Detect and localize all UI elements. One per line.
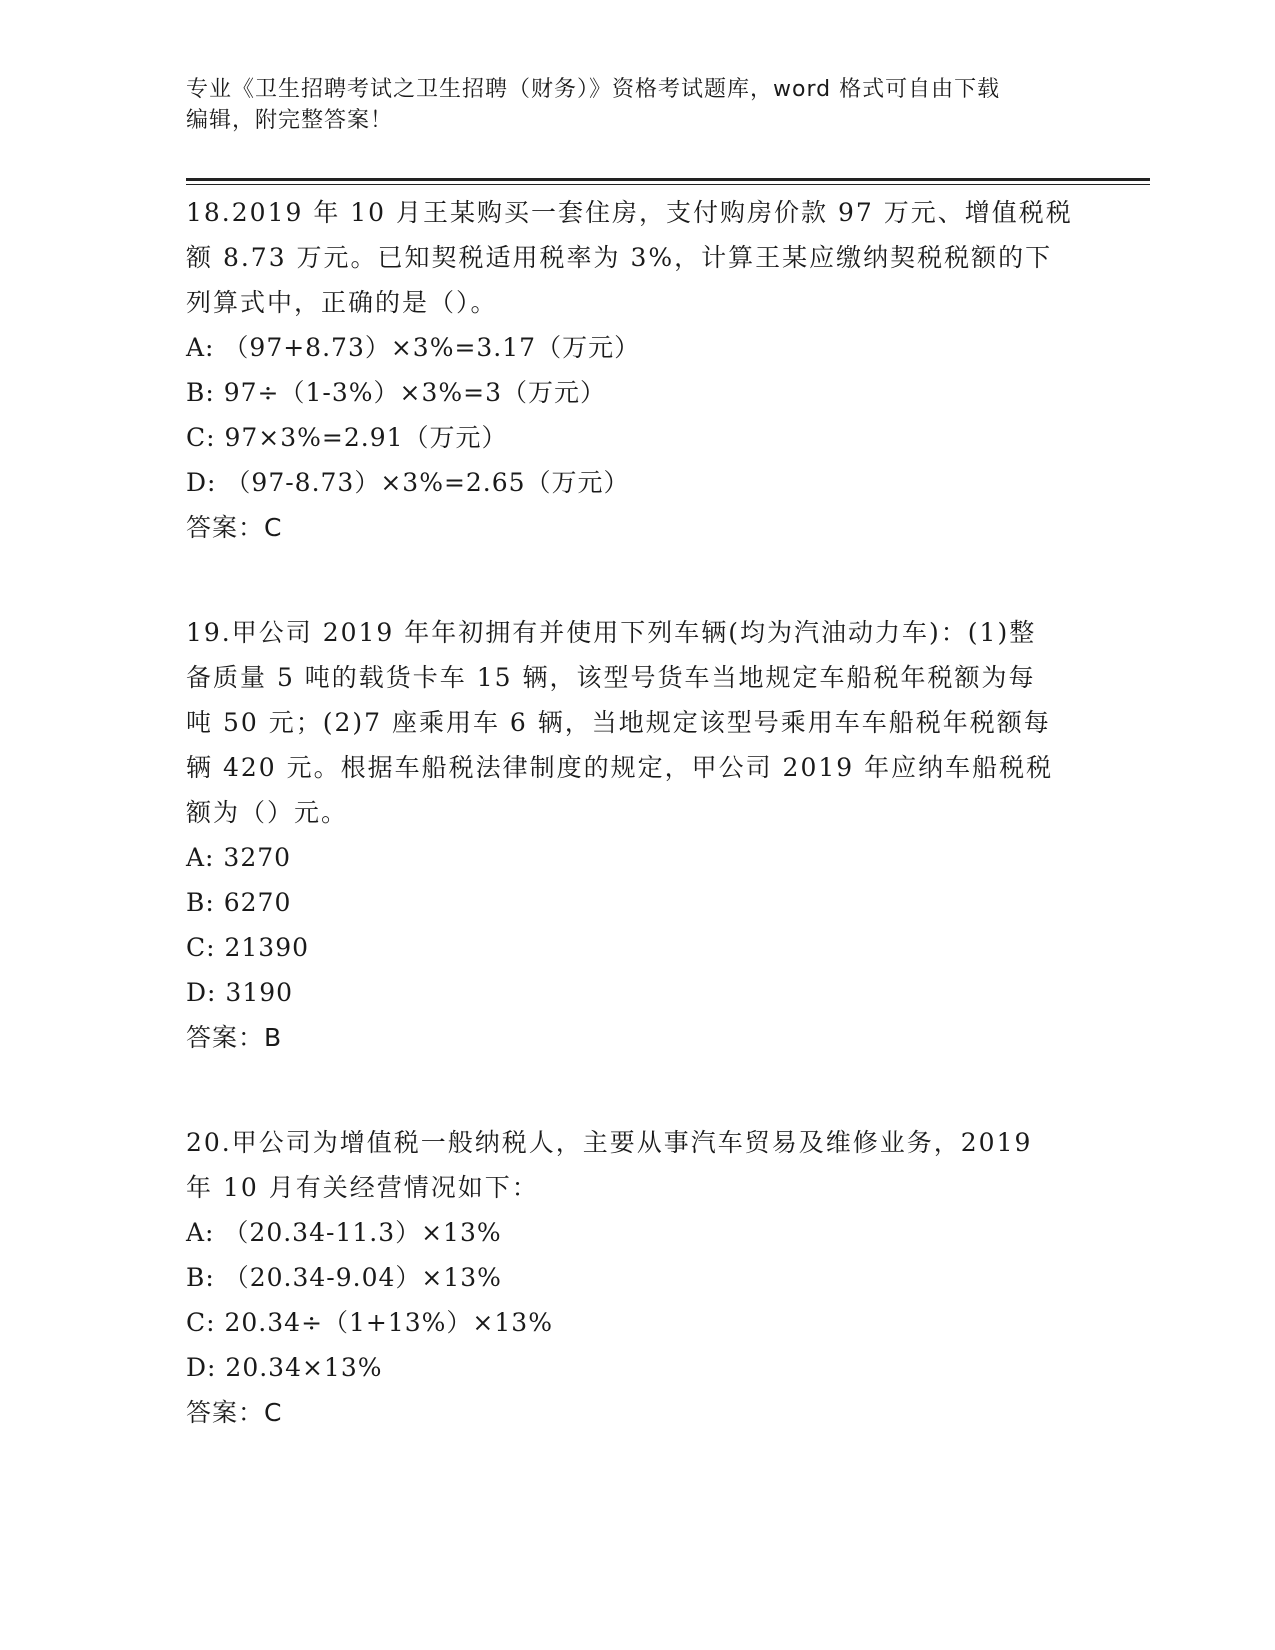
question-18: [186, 190, 1086, 550]
option-c: C: 21390: [186, 933, 310, 962]
question-text-line: 吨 50 元；(2)7 座乘用车 6 辆，当地规定该型号乘用车车船税年税额每: [186, 708, 1051, 737]
question-text-line: 列算式中，正确的是（）。: [186, 288, 498, 317]
answer: 答案：C: [186, 513, 283, 542]
question-text-line: 额 8.73 万元。已知契税适用税率为 3%，计算王某应缴纳契税税额的下: [186, 243, 1053, 272]
question-20: [186, 1120, 1086, 1435]
question-text-line: 20.甲公司为增值税一般纳税人，主要从事汽车贸易及维修业务，2019: [186, 1128, 1033, 1157]
option-c: C: 97×3%=2.91（万元）: [186, 423, 508, 452]
answer: 答案：B: [186, 1023, 283, 1052]
option-c: C: 20.34÷（1+13%）×13%: [186, 1308, 553, 1337]
header-line-2: 编辑，附完整答案！: [186, 108, 394, 133]
option-a: A: 3270: [186, 843, 292, 872]
question-text-line: 18.2019 年 10 月王某购买一套住房，支付购房价款 97 万元、增值税税: [186, 198, 1073, 227]
question-text-line: 19.甲公司 2019 年年初拥有并使用下列车辆(均为汽油动力车)：(1)整: [186, 618, 1037, 647]
question-text-line: 额为（）元。: [186, 798, 349, 827]
option-d: D: 3190: [186, 978, 294, 1007]
header-divider-thick: [186, 178, 1150, 181]
question-spacer: [186, 1060, 1086, 1120]
option-d: D: （97-8.73）×3%=2.65（万元）: [186, 468, 630, 497]
option-a: A: （20.34-11.3）×13%: [186, 1218, 502, 1247]
option-b: B: （20.34-9.04）×13%: [186, 1263, 502, 1292]
question-text-line: 备质量 5 吨的载货卡车 15 辆，该型号货车当地规定车船税年税额为每: [186, 663, 1036, 692]
option-b: B: 6270: [186, 888, 292, 917]
question-19: [186, 610, 1086, 1060]
option-b: B: 97÷（1-3%）×3%=3（万元）: [186, 378, 606, 407]
question-spacer: [186, 550, 1086, 610]
header-divider-thin: [186, 184, 1150, 185]
question-text-line: 辆 420 元。根据车船税法律制度的规定，甲公司 2019 年应纳车船税税: [186, 753, 1054, 782]
answer: 答案：C: [186, 1398, 283, 1427]
option-a: A: （97+8.73）×3%=3.17（万元）: [186, 333, 641, 362]
option-d: D: 20.34×13%: [186, 1353, 383, 1382]
question-text-line: 年 10 月有关经营情况如下：: [186, 1173, 539, 1202]
questions-list: [186, 190, 1086, 1435]
document-header: [186, 74, 1066, 136]
header-line-1: 专业《卫生招聘考试之卫生招聘（财务）》资格考试题库，word 格式可自由下载: [186, 77, 1001, 102]
